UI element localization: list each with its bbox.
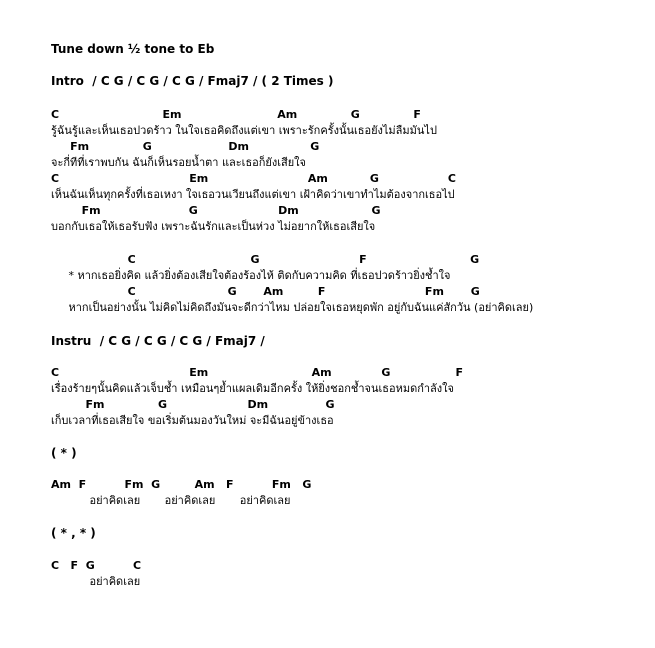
- instru-progression: Instru / C G / C G / C G / Fmaj7 /: [51, 334, 265, 348]
- verse1-chord-line-2: Fm G Dm G: [51, 140, 320, 153]
- ending-lyric-line: อย่าคิดเลย: [51, 575, 141, 588]
- verse2-lyric-line-2: เก็บเวลาที่เธอเสียใจ ขอเริ่มต้นมองวันใหม่ จะมีฉันอยู่ข้างเธอ: [51, 414, 334, 427]
- verse1-lyric-line-4: บอกกับเธอให้เธอรับฟัง เพราะฉันรักและเป็นห่วง ไม่อยากให้เธอเสียใจ: [51, 220, 376, 233]
- outro-chord-line: Am F Fm G Am F Fm G: [51, 478, 312, 491]
- tuning-note: Tune down ½ tone to Eb: [51, 42, 215, 56]
- verse1-chord-line-1: C Em Am G F: [51, 108, 421, 121]
- verse2-chord-line-1: C Em Am G F: [51, 366, 464, 379]
- chorus-lyric-line-1: * หากเธอยิ่งคิด แล้วยิ่งต้องเสียใจต้องร้องไห้ ติดกับความคิด ที่เธอปวดร้าวยิ่งช้ำใจ: [51, 269, 451, 282]
- outro-lyric-line: อย่าคิดเลย อย่าคิดเลย อย่าคิดเลย: [51, 494, 291, 507]
- chorus-lyric-line-2: หากเป็นอย่างนั้น ไม่คิดไม่คิดถึงมันจะดีกว่าไหม ปล่อยใจเธอหยุดพัก อยู่กับฉันแค่สักวัน (อย่าคิดเลย): [51, 301, 534, 314]
- verse1-chord-line-3: C Em Am G C: [51, 172, 456, 185]
- verse1-lyric-line-3: เห็นฉันเห็นทุกครั้งที่เธอเหงา ใจเธอวนเวียนถึงแต่เขา เฝ้าคิดว่าเขาทำไมต้องจากเธอไป: [51, 188, 455, 201]
- verse1-lyric-line-1: รู้ฉันรู้และเห็นเธอปวดร้าว ในใจเธอคิดถึงแต่เขา เพราะรักครั้งนั้นเธอยังไม่ลืมมันไป: [51, 124, 437, 137]
- verse1-lyric-line-2: จะกี่ทีที่เราพบกัน ฉันก็เห็นรอยน้ำตา และเธอก็ยังเสียใจ: [51, 156, 306, 169]
- chorus-chord-line-1: C G F G: [51, 253, 480, 266]
- verse2-lyric-line-1: เรื่องร้ายๆนั้นคิดแล้วเจ็บช้ำ เหมือนๆย้ำแผลเดิมอีกครั้ง ให้ยิ่งชอกช้ำจนเธอหมดกำลังใจ: [51, 382, 454, 395]
- ending-chord-line: C F G C: [51, 559, 142, 572]
- intro-progression: Intro / C G / C G / C G / Fmaj7 / ( 2 Times ): [51, 74, 334, 88]
- verse2-chord-line-2: Fm G Dm G: [51, 398, 335, 411]
- verse1-chord-line-4: Fm G Dm G: [51, 204, 381, 217]
- repeat-chorus-marker: ( * ): [51, 446, 77, 460]
- chorus-chord-line-2: C G Am F Fm G: [51, 285, 480, 298]
- repeat-chorus-twice-marker: ( * , * ): [51, 526, 96, 540]
